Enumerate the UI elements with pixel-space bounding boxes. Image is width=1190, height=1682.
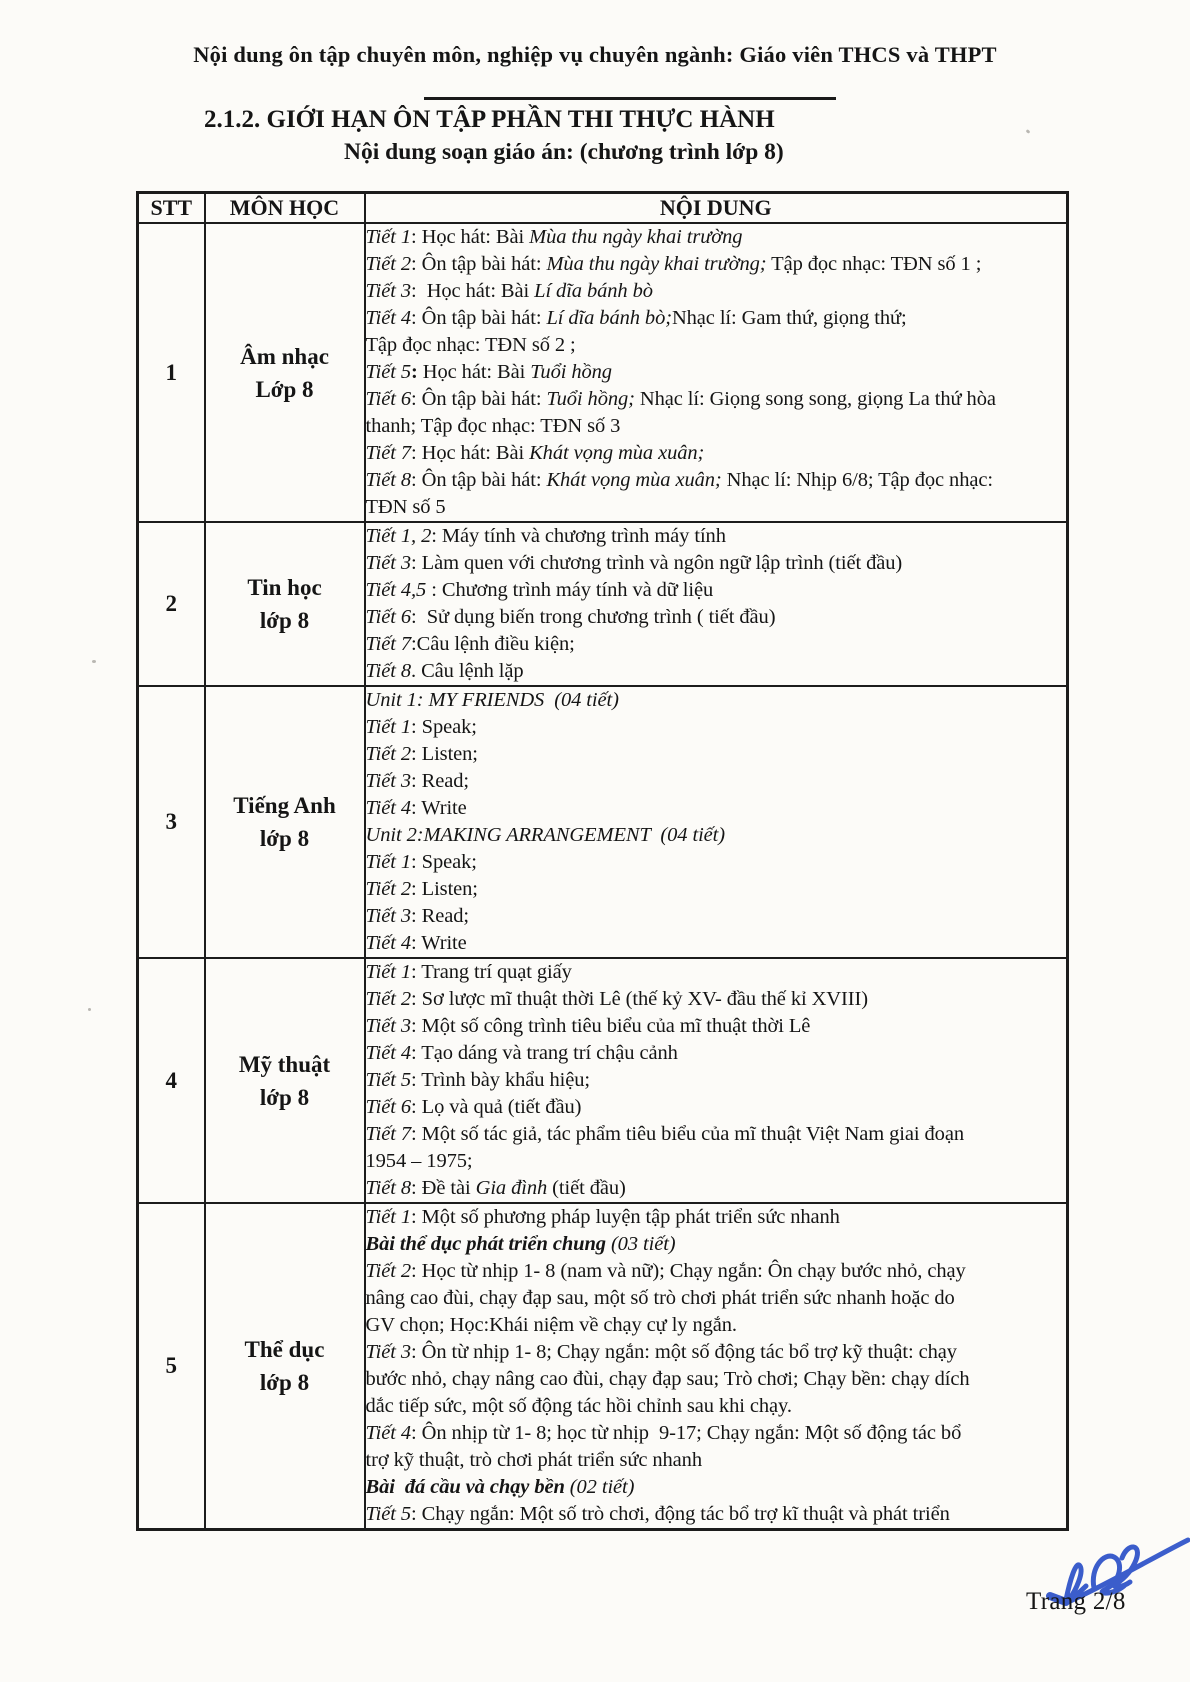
row-number-cell: 3 [138,686,205,958]
header-underline [424,97,836,100]
content-line: Tiết 3: Read; [365,905,469,927]
subject-cell [205,958,365,1203]
row-number-cell: 4 [138,958,205,1203]
page-subtitle: Nội dung soạn giáo án: (chương trình lớp 8) [344,139,784,165]
content-line: Tiết 8: Đề tài Gia đình (tiết đầu) [365,1177,626,1199]
content-line: Tập đọc nhạc: TĐN số 2 ; [365,334,576,356]
content-line: Tiết 5: Chạy ngắn: Một số trò chơi, động tác bổ trợ kĩ thuật và phát triển [365,1503,950,1525]
curriculum-table [136,191,1069,1531]
content-line: Tiết 4: Ôn nhịp từ 1- 8; học từ nhịp 9-17; Chạy ngắn: Một số động tác bổ [365,1422,962,1444]
subject-cell [205,1203,365,1530]
subject-line: lớp 8 [259,1084,310,1110]
content-cell [365,686,1068,958]
page-number: Trang 2/8 [1026,1588,1126,1615]
content-line: Tiết 4: Tạo dáng và trang trí chậu cảnh [365,1042,678,1064]
content-line: Tiết 1: Trang trí quạt giấy [365,961,572,983]
content-line: TĐN số 5 [365,496,446,518]
row-number-cell: 1 [138,223,205,522]
content-line: Tiết 3: Học hát: Bài Lí dĩa bánh bò [365,280,653,302]
content-line: 1954 – 1975; [365,1150,473,1172]
subject-line: Lớp 8 [255,376,314,402]
column-header-content: NỘI DUNG [365,193,1068,224]
subject-cell [205,223,365,522]
content-line: Tiết 2: Học từ nhịp 1- 8 (nam và nữ); Chạy ngắn: Ôn chạy bước nhỏ, chạy [365,1260,966,1282]
content-line: Tiết 5: Trình bày khẩu hiệu; [365,1069,590,1091]
scan-speck [1026,129,1031,134]
content-line: Tiết 5: Học hát: Bài Tuổi hồng [365,361,612,383]
subject-line: Âm nhạc [240,343,329,369]
content-line: Tiết 3: Làm quen với chương trình và ngôn ngữ lập trình (tiết đầu) [365,552,903,574]
content-line: nâng cao đùi, chạy đạp sau, một số trò chơi phát triển sức nhanh hoặc do [365,1287,955,1309]
content-line: Tiết 8: Ôn tập bài hát: Khát vọng mùa xuân; Nhạc lí: Nhịp 6/8; Tập đọc nhạc: [365,469,993,491]
table-row [138,686,1068,958]
content-line: Tiết 4,5 : Chương trình máy tính và dữ liệu [365,579,714,601]
doc-header: Nội dung ôn tập chuyên môn, nghiệp vụ chuyên ngành: Giáo viên THCS và THPT [193,42,997,67]
scan-speck [92,660,96,663]
content-line: Tiết 1, 2: Máy tính và chương trình máy tính [365,525,726,547]
content-line: Tiết 4: Ôn tập bài hát: Lí dĩa bánh bò;Nhạc lí: Gam thứ, giọng thứ; [365,307,907,329]
subject-line: lớp 8 [259,1370,310,1395]
content-line: Tiết 6: Sử dụng biến trong chương trình ( tiết đầu) [365,606,776,628]
content-line: Tiết 7: Học hát: Bài Khát vọng mùa xuân; [365,442,705,464]
content-line: thanh; Tập đọc nhạc: TĐN số 3 [365,415,621,437]
subject-line: Thể dục [244,1337,325,1362]
content-cell [365,958,1068,1203]
content-line: Tiết 4: Write [365,797,467,819]
content-line: Tiết 1: Một số phương pháp luyện tập phát triển sức nhanh [365,1206,840,1228]
content-cell [365,1203,1068,1530]
content-line: trợ kỹ thuật, trò chơi phát triển sức nhanh [365,1449,702,1471]
content-line: Tiết 6: Ôn tập bài hát: Tuổi hồng; Nhạc lí: Giọng song song, giọng La thứ hòa [365,388,996,410]
scan-speck [88,1008,91,1011]
content-line: Unit 2:MAKING ARRANGEMENT (04 tiết) [365,824,725,846]
subject-line: lớp 8 [259,608,310,633]
content-line: GV chọn; Học:Khái niệm về chạy cự ly ngắn. [365,1314,737,1336]
content-line: bước nhỏ, chạy nâng cao đùi, chạy đạp sau; Trò chơi; Chạy bền: chạy dích [365,1368,970,1390]
content-line: dắc tiếp sức, một số động tác hồi chỉnh sau khi chạy. [365,1395,792,1417]
content-line: Tiết 6: Lọ và quả (tiết đầu) [365,1096,582,1118]
content-line: Tiết 2: Ôn tập bài hát: Mùa thu ngày khai trường; Tập đọc nhạc: TĐN số 1 ; [365,253,982,275]
content-line: Tiết 1: Học hát: Bài Mùa thu ngày khai trường [365,226,743,248]
content-line: Bài đá cầu và chạy bền (02 tiết) [365,1476,635,1498]
content-line: Tiết 1: Speak; [365,716,477,738]
column-header-stt: STT [138,193,205,224]
content-line: Bài thể dục phát triển chung (03 tiết) [365,1233,676,1255]
table-row [138,223,1068,522]
content-line: Tiết 3: Read; [365,770,469,792]
content-line: Tiết 2: Listen; [365,878,478,900]
content-line: Tiết 1: Speak; [365,851,477,873]
table-row [138,958,1068,1203]
table-row [138,1203,1068,1530]
content-line: Tiết 3: Một số công trình tiêu biểu của mĩ thuật thời Lê [365,1015,811,1037]
content-line: Tiết 3: Ôn từ nhịp 1- 8; Chạy ngắn: một số động tác bổ trợ kỹ thuật: chạy [365,1341,957,1363]
page-title: 2.1.2. GIỚI HẠN ÔN TẬP PHẦN THI THỰC HÀNH [204,106,775,133]
content-line: Tiết 2: Listen; [365,743,478,765]
subject-cell [205,686,365,958]
table-row [138,522,1068,686]
table-header-row [138,193,1068,224]
subject-line: Tiếng Anh [233,793,336,818]
content-line: Unit 1: MY FRIENDS (04 tiết) [365,689,619,711]
row-number-cell: 2 [138,522,205,686]
subject-line: Tin học [247,575,322,600]
subject-line: lớp 8 [259,826,310,851]
row-number-cell: 5 [138,1203,205,1530]
column-header-subject: MÔN HỌC [205,193,365,224]
subject-cell [205,522,365,686]
content-line: Tiết 7:Câu lệnh điều kiện; [365,633,575,655]
content-line: Tiết 7: Một số tác giả, tác phẩm tiêu biểu của mĩ thuật Việt Nam giai đoạn [365,1123,964,1145]
content-line: Tiết 8. Câu lệnh lặp [365,660,524,682]
content-cell [365,223,1068,522]
content-cell [365,522,1068,686]
subject-line: Mỹ thuật [238,1051,331,1077]
content-line: Tiết 4: Write [365,932,467,954]
content-line: Tiết 2: Sơ lược mĩ thuật thời Lê (thế kỷ XV- đầu thế kỉ XVIII) [365,988,868,1010]
